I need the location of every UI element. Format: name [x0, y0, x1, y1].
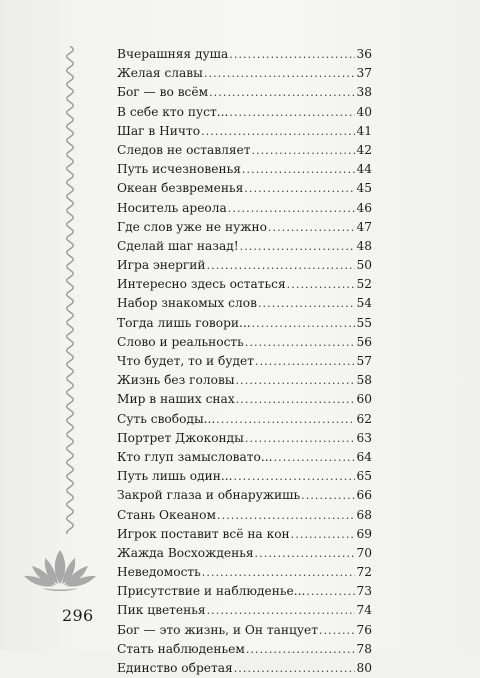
toc-entry: [117, 563, 372, 582]
toc-entry-title: В себе кто пуст...: [117, 104, 229, 119]
toc-leader-dots: [301, 486, 355, 505]
toc-entry-page: 55: [356, 315, 372, 330]
toc-leader-dots: [291, 525, 356, 544]
toc-entry: [117, 199, 372, 218]
toc-entry-title: Сделай шаг назад!: [117, 238, 239, 253]
toc-leader-dots: [244, 179, 355, 198]
toc-entry: [117, 506, 372, 525]
toc-entry-page: 72: [356, 565, 372, 580]
toc-entry: [117, 601, 372, 620]
toc-entry-page: 37: [356, 66, 372, 81]
toc-entry-title: Бог — это жизнь, и Он танцует: [117, 622, 318, 637]
page-number: 296: [62, 606, 94, 625]
toc-entry: [117, 467, 372, 486]
toc-entry-title: Неведомость: [117, 565, 201, 580]
toc-entry-title: Носитель ареола: [117, 200, 227, 215]
toc-entry-title: Следов не оставляет: [117, 142, 251, 157]
toc-entry-title: Шаг в Ничто: [117, 123, 201, 138]
toc-entry: [117, 544, 372, 563]
toc-entry: [117, 410, 372, 429]
toc-entry-title: Присутствие и наблюденье...: [117, 584, 306, 599]
toc-leader-dots: [242, 160, 356, 179]
toc-leader-dots: [236, 390, 356, 409]
toc-leader-dots: [233, 467, 355, 486]
toc-leader-dots: [204, 64, 356, 83]
toc-entry: [117, 525, 372, 544]
toc-entry: [117, 429, 372, 448]
toc-entry: [117, 218, 372, 237]
toc-leader-dots: [216, 410, 355, 429]
toc-entry-page: 58: [356, 373, 372, 388]
toc-leader-dots: [229, 45, 355, 64]
toc-leader-dots: [207, 601, 356, 620]
toc-entry: [117, 621, 372, 640]
toc-entry: [117, 371, 372, 390]
toc-entry-page: 41: [356, 123, 372, 138]
toc-leader-dots: [228, 199, 356, 218]
toc-entry-page: 64: [356, 449, 372, 464]
toc-entry: [117, 141, 372, 160]
toc-entry-page: 56: [356, 334, 372, 349]
toc-entry-title: Жажда Восхожденья: [117, 545, 254, 560]
toc-entry-title: Путь исчезновенья: [117, 162, 241, 177]
toc-entry-title: Бог — во всём: [117, 85, 209, 100]
toc-entry-title: Игра энергий: [117, 258, 206, 273]
toc-entry-title: Игрок поставит всё на кон: [117, 526, 290, 541]
toc-entry-page: 65: [356, 469, 372, 484]
toc-entry-title: Где слов уже не нужно: [117, 219, 267, 234]
toc-leader-dots: [245, 429, 356, 448]
toc-entry: [117, 390, 372, 409]
toc-entry-page: 80: [356, 661, 372, 675]
toc-leader-dots: [201, 122, 355, 141]
toc-entry: [117, 294, 372, 313]
toc-entry-page: 63: [356, 430, 372, 445]
lotus-flower-icon: [20, 546, 100, 594]
toc-leader-dots: [252, 314, 356, 333]
toc-entry: [117, 333, 372, 352]
toc-entry-title: Океан безвременья: [117, 181, 244, 196]
toc-entry: [117, 256, 372, 275]
table-of-contents: [117, 45, 372, 678]
toc-entry-page: 54: [356, 296, 372, 311]
toc-leader-dots: [245, 333, 356, 352]
wavy-line-ornament-icon: [62, 46, 78, 534]
toc-leader-dots: [234, 659, 356, 678]
toc-entry: [117, 659, 372, 678]
toc-entry-title: Портрет Джоконды: [117, 430, 244, 445]
toc-entry-title: Стань Океаном: [117, 507, 216, 522]
toc-entry-page: 57: [356, 354, 372, 368]
toc-entry-title: Что будет, то и будет: [117, 354, 255, 368]
toc-entry-page: 44: [356, 162, 372, 177]
toc-entry-title: Вчерашняя душа: [117, 47, 229, 61]
toc-entry: [117, 122, 372, 141]
toc-entry-title: Путь лишь один...: [117, 469, 233, 484]
toc-leader-dots: [287, 275, 356, 294]
toc-entry-page: 74: [356, 603, 372, 618]
toc-entry: [117, 83, 372, 102]
toc-entry-page: 73: [356, 584, 372, 599]
toc-entry-title: Набор знакомых слов: [117, 296, 257, 311]
toc-leader-dots: [255, 544, 356, 563]
toc-leader-dots: [240, 237, 356, 256]
toc-leader-dots: [319, 621, 356, 640]
toc-entry-title: Слово и реальность: [117, 334, 244, 349]
toc-entry-page: 36: [356, 47, 372, 61]
toc-entry-title: Единство обретая: [117, 661, 233, 675]
toc-entry-page: 70: [356, 545, 372, 560]
toc-leader-dots: [274, 448, 356, 467]
toc-entry-page: 66: [356, 488, 372, 503]
toc-entry-page: 45: [356, 181, 372, 196]
toc-entry-title: Пик цветенья: [117, 603, 206, 618]
toc-entry: [117, 275, 372, 294]
toc-entry: [117, 314, 372, 333]
toc-leader-dots: [252, 141, 356, 160]
toc-entry-title: Жизнь без головы: [117, 373, 235, 388]
toc-entry-title: Желая славы: [117, 66, 203, 81]
toc-entry: [117, 582, 372, 601]
toc-leader-dots: [229, 103, 355, 122]
toc-entry-page: 60: [356, 392, 372, 407]
toc-leader-dots: [209, 83, 355, 102]
toc-entry: [117, 45, 372, 64]
toc-entry: [117, 448, 372, 467]
toc-entry: [117, 103, 372, 122]
toc-entry-title: Интересно здесь остаться: [117, 277, 286, 292]
toc-entry: [117, 179, 372, 198]
toc-entry-title: Закрой глаза и обнаружишь: [117, 488, 301, 503]
toc-entry-page: 47: [356, 219, 372, 234]
toc-entry: [117, 486, 372, 505]
toc-entry-page: 62: [356, 411, 372, 426]
toc-entry: [117, 160, 372, 179]
toc-entry: [117, 237, 372, 256]
toc-entry-page: 68: [356, 507, 372, 522]
toc-entry: [117, 64, 372, 83]
toc-entry-title: Стать наблюденьем: [117, 641, 245, 656]
toc-entry-page: 78: [356, 641, 372, 656]
toc-entry-page: 52: [356, 277, 372, 292]
toc-entry-title: Тогда лишь говори...: [117, 315, 251, 330]
toc-entry-title: Суть свободы...: [117, 411, 216, 426]
toc-entry-page: 42: [356, 142, 372, 157]
toc-entry-title: Кто глуп замысловато...: [117, 449, 273, 464]
toc-entry-page: 46: [356, 200, 372, 215]
toc-entry-page: 76: [356, 622, 372, 637]
toc-leader-dots: [217, 506, 355, 525]
toc-leader-dots: [236, 371, 356, 390]
toc-leader-dots: [202, 563, 356, 582]
toc-leader-dots: [246, 640, 356, 659]
toc-leader-dots: [207, 256, 356, 275]
toc-leader-dots: [268, 218, 356, 237]
toc-leader-dots: [255, 352, 355, 371]
toc-entry-page: 38: [356, 85, 372, 100]
toc-entry-page: 40: [356, 104, 372, 119]
toc-leader-dots: [306, 582, 355, 601]
toc-entry-page: 69: [356, 526, 372, 541]
toc-entry-page: 48: [356, 238, 372, 253]
toc-leader-dots: [258, 294, 356, 313]
toc-entry-page: 50: [356, 258, 372, 273]
toc-entry-title: Мир в наших снах: [117, 392, 235, 407]
toc-entry: [117, 640, 372, 659]
toc-entry: [117, 352, 372, 371]
